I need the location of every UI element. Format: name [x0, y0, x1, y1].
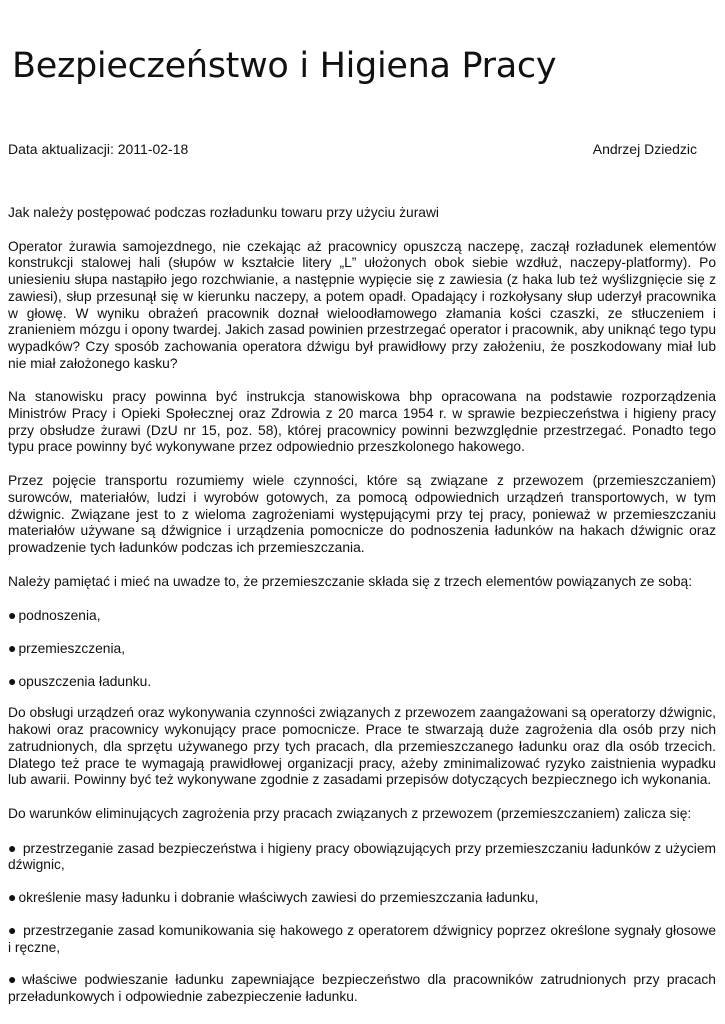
list-item	[8, 640, 716, 658]
author-name: Andrzej Dziedzic	[592, 141, 697, 157]
bullet-icon: ●	[8, 971, 20, 988]
list-item-text: przemieszczenia,	[18, 641, 126, 657]
conditions-intro-paragraph: Do warunków eliminujących zagrożenia przy pracach związanych z przewozem (przemieszczaniem) zalicza się:	[8, 805, 692, 821]
update-date: Data aktualizacji: 2011-02-18	[8, 141, 189, 157]
operators-paragraph: Do obsługi urządzeń oraz wykonywania czynności związanych z przewozem zaangażowani są operatorzy dźwignic, hakowi oraz pracownicy wykonujący prace pomocnicze. Prace te stwarzają duże zagrożenia dla osób przy nich zatrudnionych, dla sprzętu używanego przy tych pracach, dla przemieszczanego ładunku oraz dla osób trzecich. Dlatego też prace te wymagają prawidłowej organizacji pracy, ażeby zminimalizować ryzyko zaistnienia wypadku lub awarii. Powinny być też wykonywane zgodnie z zasadami przepisów dotyczących bezpiecznego ich wykonania.	[8, 705, 716, 788]
list-item	[8, 840, 716, 874]
article-body	[8, 205, 716, 1006]
page-title: Bezpieczeństwo i Higiena Pracy	[12, 46, 557, 86]
list-item-text: właściwe podwieszanie ładunku zapewniające bezpieczeństwo dla pracowników zatrudnionych przy pracach przeładunkowych i odpowiednie zabezpieczenie ładunku.	[8, 972, 716, 1004]
list-intro-paragraph: Należy pamiętać i mieć na uwadze to, że przemieszczanie składa się z trzech elementów powiązanych ze sobą:	[8, 573, 693, 589]
transport-definition-paragraph: Przez pojęcie transportu rozumiemy wiele czynności, które są związane z przewozem (przemieszczaniem) surowców, materiałów, ludzi i wyrobów gotowych, za pomocą odpowiednich urządzeń transportowych, w tym dźwignic. Związane jest to z wieloma zagrożeniami występującymi przy tej pracy, ponieważ w przemieszczaniu materiałów używane są dźwignice i urządzenia pomocnicze do podnoszenia ładunków na hakach dźwignic oraz prowadzenie tych ładunków podczas ich przemieszczania.	[8, 473, 716, 555]
list-item	[8, 922, 716, 956]
bullet-icon: ●	[8, 839, 17, 856]
instruction-paragraph: Na stanowisku pracy powinna być instrukcja stanowiskowa bhp opracowana na podstawie rozporządzenia Ministrów Pracy i Opieki Społecznej oraz Zdrowia z 20 marca 1954 r. w sprawie bezpieczeństwa i higieny pracy przy obsłudze żurawi (DzU nr 15, poz. 58), której pracownicy powinni bezwzględnie przestrzegać. Ponadto tego typu prace powinny być wykonywane przez odpowiednio przeszkolonego hakowego.	[8, 389, 716, 455]
bullet-icon: ●	[8, 921, 17, 938]
bullet-icon: ●	[8, 672, 17, 689]
list-item	[8, 673, 716, 691]
bullet-icon: ●	[8, 607, 17, 624]
list-item-text: określenie masy ładunku i dobranie właściwych zawiesi do przemieszczania ładunku,	[18, 890, 539, 906]
list-item-text: podnoszenia,	[18, 608, 101, 624]
list-item-text: przestrzeganie zasad bezpieczeństwa i higieny pracy obowiązujących przy przemieszczaniu ładunków z użyciem dźwignic,	[8, 840, 716, 873]
list-item-text: opuszczenia ładunku.	[18, 673, 152, 689]
bullet-icon: ●	[8, 640, 17, 657]
list-item	[8, 889, 716, 907]
article-question-title: Jak należy postępować podczas rozładunku towaru przy użyciu żurawi	[8, 205, 439, 220]
list-item	[8, 607, 716, 625]
list-item-text: przestrzeganie zasad komunikowania się hakowego z operatorem dźwignicy poprzez określone sygnały głosowe i ręczne,	[8, 922, 716, 955]
bullet-icon: ●	[8, 889, 17, 906]
case-description-paragraph: Operator żurawia samojezdnego, nie czekając aż pracownicy opuszczą naczepę, zaczął rozładunek elementów konstrukcji stalowej hali (słupów w kształcie litery „L” ułożonych obok siebie wzdłuż, naczepy-platformy). Po uniesieniu słupa nastąpiło jego rozchwianie, a następnie wypięcie się z zawiesia (z haka lub też wyślizgnięcie się z zawiesi), słup przesunął się w kierunku naczepy, a potem opadł. Opadający i rozkołysany słup uderzył pracownika w głowę. W wyniku obrażeń pracownik doznał wieloodłamowego złamania kości czaszki, ze stłuczeniem i zranieniem mózgu i opony twardej. Jakich zasad powinien przestrzegać operator i pracownik, aby uniknąć tego typu wypadków? Czy sposób zachowania operatora dźwigu był prawidłowy przy założeniu, że poszkodowany miał lub nie miał założonego kasku?	[8, 238, 716, 371]
list-item	[8, 971, 716, 1005]
